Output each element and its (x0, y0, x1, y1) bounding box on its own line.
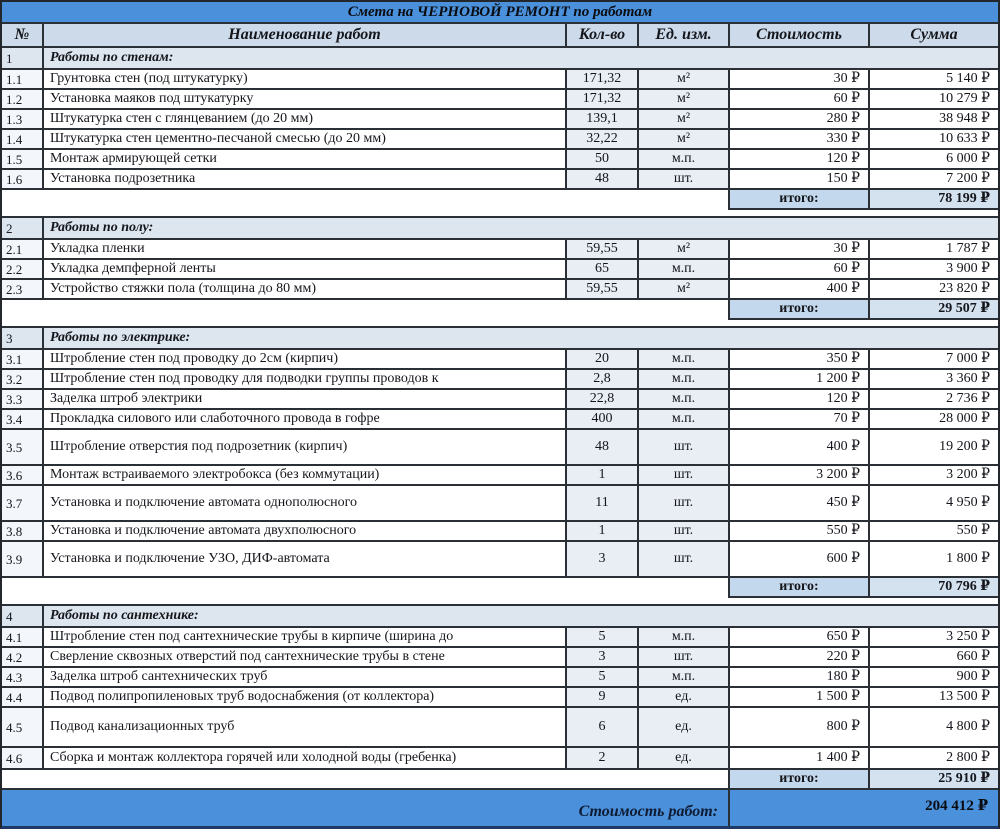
cell-price: 400 ₽ (730, 430, 870, 466)
subtotal-sum: 70 796 ₽ (870, 578, 998, 598)
item-row (2, 70, 998, 90)
cell-unit: м.п. (639, 350, 730, 370)
cell-sum: 900 ₽ (870, 668, 998, 688)
cell-price: 30 ₽ (730, 240, 870, 260)
item-row (2, 130, 998, 150)
item-row (2, 466, 998, 486)
grand-total-value: 204 412 ₽ (925, 798, 988, 814)
cell-unit: шт. (639, 522, 730, 542)
spacer-row (2, 320, 998, 328)
cell-unit: м² (639, 280, 730, 300)
cell-num: 3.1 (2, 350, 44, 370)
cell-num: 3.5 (2, 430, 44, 466)
item-row (2, 542, 998, 578)
cell-unit: шт. (639, 430, 730, 466)
cell-num: 4.2 (2, 648, 44, 668)
cell-price: 800 ₽ (730, 708, 870, 748)
cell-price: 1 200 ₽ (730, 370, 870, 390)
cell-price: 70 ₽ (730, 410, 870, 430)
cell-qty: 50 (567, 150, 639, 170)
cell-name: Подвод полипропиленовых труб водоснабжения (от коллектора) (44, 688, 567, 708)
cell-sum: 3 200 ₽ (870, 466, 998, 486)
cell-sum: 3 900 ₽ (870, 260, 998, 280)
cell-name: Штробление стен под сантехнические трубы в кирпиче (ширина до (44, 628, 567, 648)
cell-num: 4.6 (2, 748, 44, 770)
column-header-row (2, 24, 998, 48)
cell-sum: 28 000 ₽ (870, 410, 998, 430)
cell-unit: м.п. (639, 390, 730, 410)
cell-name: Штукатурка стен цементно-песчаной смесью (до 20 мм) (44, 130, 567, 150)
item-row (2, 668, 998, 688)
cell-sum: 3 360 ₽ (870, 370, 998, 390)
cell-qty: 22,8 (567, 390, 639, 410)
cell-qty: 2 (567, 748, 639, 770)
item-row (2, 280, 998, 300)
cell-qty: 1 (567, 522, 639, 542)
cell-unit: м² (639, 130, 730, 150)
cell-name: Установка маяков под штукатурку (44, 90, 567, 110)
cell-qty: 59,55 (567, 240, 639, 260)
cell-qty: 3 (567, 542, 639, 578)
item-row (2, 688, 998, 708)
cell-price: 450 ₽ (730, 486, 870, 522)
cell-qty: 1 (567, 466, 639, 486)
cell-qty: 48 (567, 170, 639, 190)
cell-price: 150 ₽ (730, 170, 870, 190)
cell-unit: м.п. (639, 260, 730, 280)
cell-sum: 10 279 ₽ (870, 90, 998, 110)
item-row (2, 708, 998, 748)
cell-sum: 4 800 ₽ (870, 708, 998, 748)
cell-num: 3.3 (2, 390, 44, 410)
cell-sum: 1 787 ₽ (870, 240, 998, 260)
cell-unit: шт. (639, 170, 730, 190)
cell-num: 4.3 (2, 668, 44, 688)
section-row (2, 48, 998, 70)
cell-price: 60 ₽ (730, 90, 870, 110)
cell-num: 1 (2, 48, 44, 70)
cell-name: Штукатурка стен с глянцеванием (до 20 мм) (44, 110, 567, 130)
cell-num: 4 (2, 606, 44, 628)
section-row (2, 218, 998, 240)
section-gap (2, 598, 998, 606)
section-title: Работы по электрике: (44, 328, 998, 350)
cell-num: 4.4 (2, 688, 44, 708)
cell-qty: 171,32 (567, 90, 639, 110)
cell-name: Монтаж армирующей сетки (44, 150, 567, 170)
cell-unit: шт. (639, 648, 730, 668)
title-bar (2, 2, 998, 24)
cell-num: 1.5 (2, 150, 44, 170)
cell-qty: 9 (567, 688, 639, 708)
section-row (2, 328, 998, 350)
subtotal-label: итого: (730, 300, 870, 320)
section-gap (2, 210, 998, 218)
col-header-sum: Сумма (870, 24, 998, 48)
cell-name: Подвод канализационных труб (44, 708, 567, 748)
spacer-row (2, 598, 998, 606)
subtotal-label: итого: (730, 190, 870, 210)
cell-sum: 23 820 ₽ (870, 280, 998, 300)
grand-total-row (2, 790, 998, 826)
table-body (2, 48, 998, 790)
cell-num: 3.7 (2, 486, 44, 522)
cell-unit: м.п. (639, 628, 730, 648)
subtotal-label: итого: (730, 578, 870, 598)
cell-price: 550 ₽ (730, 522, 870, 542)
cell-name: Заделка штроб сантехнических труб (44, 668, 567, 688)
item-row (2, 170, 998, 190)
cell-name: Укладка демпферной ленты (44, 260, 567, 280)
cell-name: Прокладка силового или слаботочного провода в гофре (44, 410, 567, 430)
section-gap (2, 320, 998, 328)
cell-name: Укладка пленки (44, 240, 567, 260)
cell-price: 650 ₽ (730, 628, 870, 648)
item-row (2, 110, 998, 130)
cell-name: Штробление стен под проводку до 2см (кирпич) (44, 350, 567, 370)
cell-num: 3.6 (2, 466, 44, 486)
cell-qty: 3 (567, 648, 639, 668)
cell-name: Установка и подключение автомата двухполюсного (44, 522, 567, 542)
cell-unit: м.п. (639, 370, 730, 390)
cell-num: 2.3 (2, 280, 44, 300)
cell-unit: м² (639, 240, 730, 260)
subtotal-row (2, 190, 998, 210)
cell-qty: 48 (567, 430, 639, 466)
item-row (2, 410, 998, 430)
section-row (2, 606, 998, 628)
cell-unit: шт. (639, 466, 730, 486)
cell-name: Штробление отверстия под подрозетник (кирпич) (44, 430, 567, 466)
cell-price: 400 ₽ (730, 280, 870, 300)
subtotal-sum: 25 910 ₽ (870, 770, 998, 790)
cell-sum: 6 000 ₽ (870, 150, 998, 170)
section-title: Работы по сантехнике: (44, 606, 998, 628)
item-row (2, 486, 998, 522)
cell-num: 1.1 (2, 70, 44, 90)
cell-num: 4.1 (2, 628, 44, 648)
section-title: Работы по полу: (44, 218, 998, 240)
cell-qty: 65 (567, 260, 639, 280)
cell-num: 1.3 (2, 110, 44, 130)
cell-price: 3 200 ₽ (730, 466, 870, 486)
cell-name: Штробление стен под проводку для подводки группы проводов к (44, 370, 567, 390)
cell-unit: м.п. (639, 668, 730, 688)
cell-sum: 3 250 ₽ (870, 628, 998, 648)
col-header-qty: Кол-во (567, 24, 639, 48)
item-row (2, 748, 998, 770)
cell-sum: 38 948 ₽ (870, 110, 998, 130)
cell-qty: 11 (567, 486, 639, 522)
item-row (2, 150, 998, 170)
cell-qty: 400 (567, 410, 639, 430)
item-row (2, 628, 998, 648)
cell-price: 350 ₽ (730, 350, 870, 370)
cell-name: Сверление сквозных отверстий под сантехнические трубы в стене (44, 648, 567, 668)
cell-qty: 32,22 (567, 130, 639, 150)
cell-name: Монтаж встраиваемого электробокса (без коммутации) (44, 466, 567, 486)
cell-unit: м.п. (639, 150, 730, 170)
item-row (2, 522, 998, 542)
col-header-unit: Ед. изм. (639, 24, 730, 48)
cell-name: Устройство стяжки пола (толщина до 80 мм) (44, 280, 567, 300)
item-row (2, 390, 998, 410)
cell-num: 2.2 (2, 260, 44, 280)
cell-name: Грунтовка стен (под штукатурку) (44, 70, 567, 90)
cell-unit: шт. (639, 486, 730, 522)
subtotal-row (2, 770, 998, 790)
document-title: Смета на ЧЕРНОВОЙ РЕМОНТ по работам (347, 3, 653, 20)
cell-price: 220 ₽ (730, 648, 870, 668)
cell-sum: 13 500 ₽ (870, 688, 998, 708)
cell-price: 180 ₽ (730, 668, 870, 688)
cell-num: 2.1 (2, 240, 44, 260)
cell-sum: 19 200 ₽ (870, 430, 998, 466)
cell-sum: 2 736 ₽ (870, 390, 998, 410)
cell-price: 120 ₽ (730, 150, 870, 170)
cell-unit: шт. (639, 542, 730, 578)
item-row (2, 350, 998, 370)
cell-sum: 550 ₽ (870, 522, 998, 542)
cell-num: 3.4 (2, 410, 44, 430)
subtotal-label: итого: (730, 770, 870, 790)
col-header-name: Наименование работ (44, 24, 567, 48)
item-row (2, 260, 998, 280)
cell-name: Заделка штроб электрики (44, 390, 567, 410)
cell-num: 3.8 (2, 522, 44, 542)
cell-name: Сборка и монтаж коллектора горячей или холодной воды (гребенка) (44, 748, 567, 770)
subtotal-spacer (2, 300, 730, 320)
cell-sum: 10 633 ₽ (870, 130, 998, 150)
cell-num: 4.5 (2, 708, 44, 748)
item-row (2, 240, 998, 260)
section-title: Работы по стенам: (44, 48, 998, 70)
cell-unit: м² (639, 70, 730, 90)
item-row (2, 370, 998, 390)
cell-unit: м² (639, 90, 730, 110)
cell-qty: 5 (567, 628, 639, 648)
spacer-row (2, 210, 998, 218)
col-header-price: Стоимость (730, 24, 870, 48)
cell-name: Установка подрозетника (44, 170, 567, 190)
cell-sum: 5 140 ₽ (870, 70, 998, 90)
cell-price: 30 ₽ (730, 70, 870, 90)
subtotal-spacer (2, 578, 730, 598)
cell-sum: 4 950 ₽ (870, 486, 998, 522)
cell-price: 600 ₽ (730, 542, 870, 578)
cell-sum: 7 200 ₽ (870, 170, 998, 190)
cell-unit: ед. (639, 688, 730, 708)
cell-num: 3.2 (2, 370, 44, 390)
subtotal-sum: 29 507 ₽ (870, 300, 998, 320)
cell-unit: ед. (639, 708, 730, 748)
subtotal-spacer (2, 770, 730, 790)
cell-qty: 5 (567, 668, 639, 688)
cell-unit: ед. (639, 748, 730, 770)
item-row (2, 90, 998, 110)
cell-price: 60 ₽ (730, 260, 870, 280)
cell-price: 1 500 ₽ (730, 688, 870, 708)
cell-sum: 2 800 ₽ (870, 748, 998, 770)
cell-unit: м² (639, 110, 730, 130)
cell-name: Установка и подключение УЗО, ДИФ-автомата (44, 542, 567, 578)
cell-num: 3 (2, 328, 44, 350)
cell-qty: 6 (567, 708, 639, 748)
grand-total-label: Стоимость работ: (2, 790, 730, 826)
cell-qty: 20 (567, 350, 639, 370)
cell-sum: 1 800 ₽ (870, 542, 998, 578)
cell-num: 1.6 (2, 170, 44, 190)
subtotal-spacer (2, 190, 730, 210)
cell-price: 280 ₽ (730, 110, 870, 130)
cell-price: 120 ₽ (730, 390, 870, 410)
item-row (2, 430, 998, 466)
cell-price: 330 ₽ (730, 130, 870, 150)
cell-qty: 171,32 (567, 70, 639, 90)
item-row (2, 648, 998, 668)
cell-num: 3.9 (2, 542, 44, 578)
cell-num: 1.4 (2, 130, 44, 150)
cell-sum: 7 000 ₽ (870, 350, 998, 370)
cell-qty: 2,8 (567, 370, 639, 390)
cell-qty: 139,1 (567, 110, 639, 130)
cell-unit: м.п. (639, 410, 730, 430)
subtotal-row (2, 578, 998, 598)
cell-sum: 660 ₽ (870, 648, 998, 668)
subtotal-sum: 78 199 ₽ (870, 190, 998, 210)
cell-num: 1.2 (2, 90, 44, 110)
cell-price: 1 400 ₽ (730, 748, 870, 770)
col-header-num: № (2, 24, 44, 48)
subtotal-row (2, 300, 998, 320)
cell-num: 2 (2, 218, 44, 240)
cell-name: Установка и подключение автомата однополюсного (44, 486, 567, 522)
cell-qty: 59,55 (567, 280, 639, 300)
